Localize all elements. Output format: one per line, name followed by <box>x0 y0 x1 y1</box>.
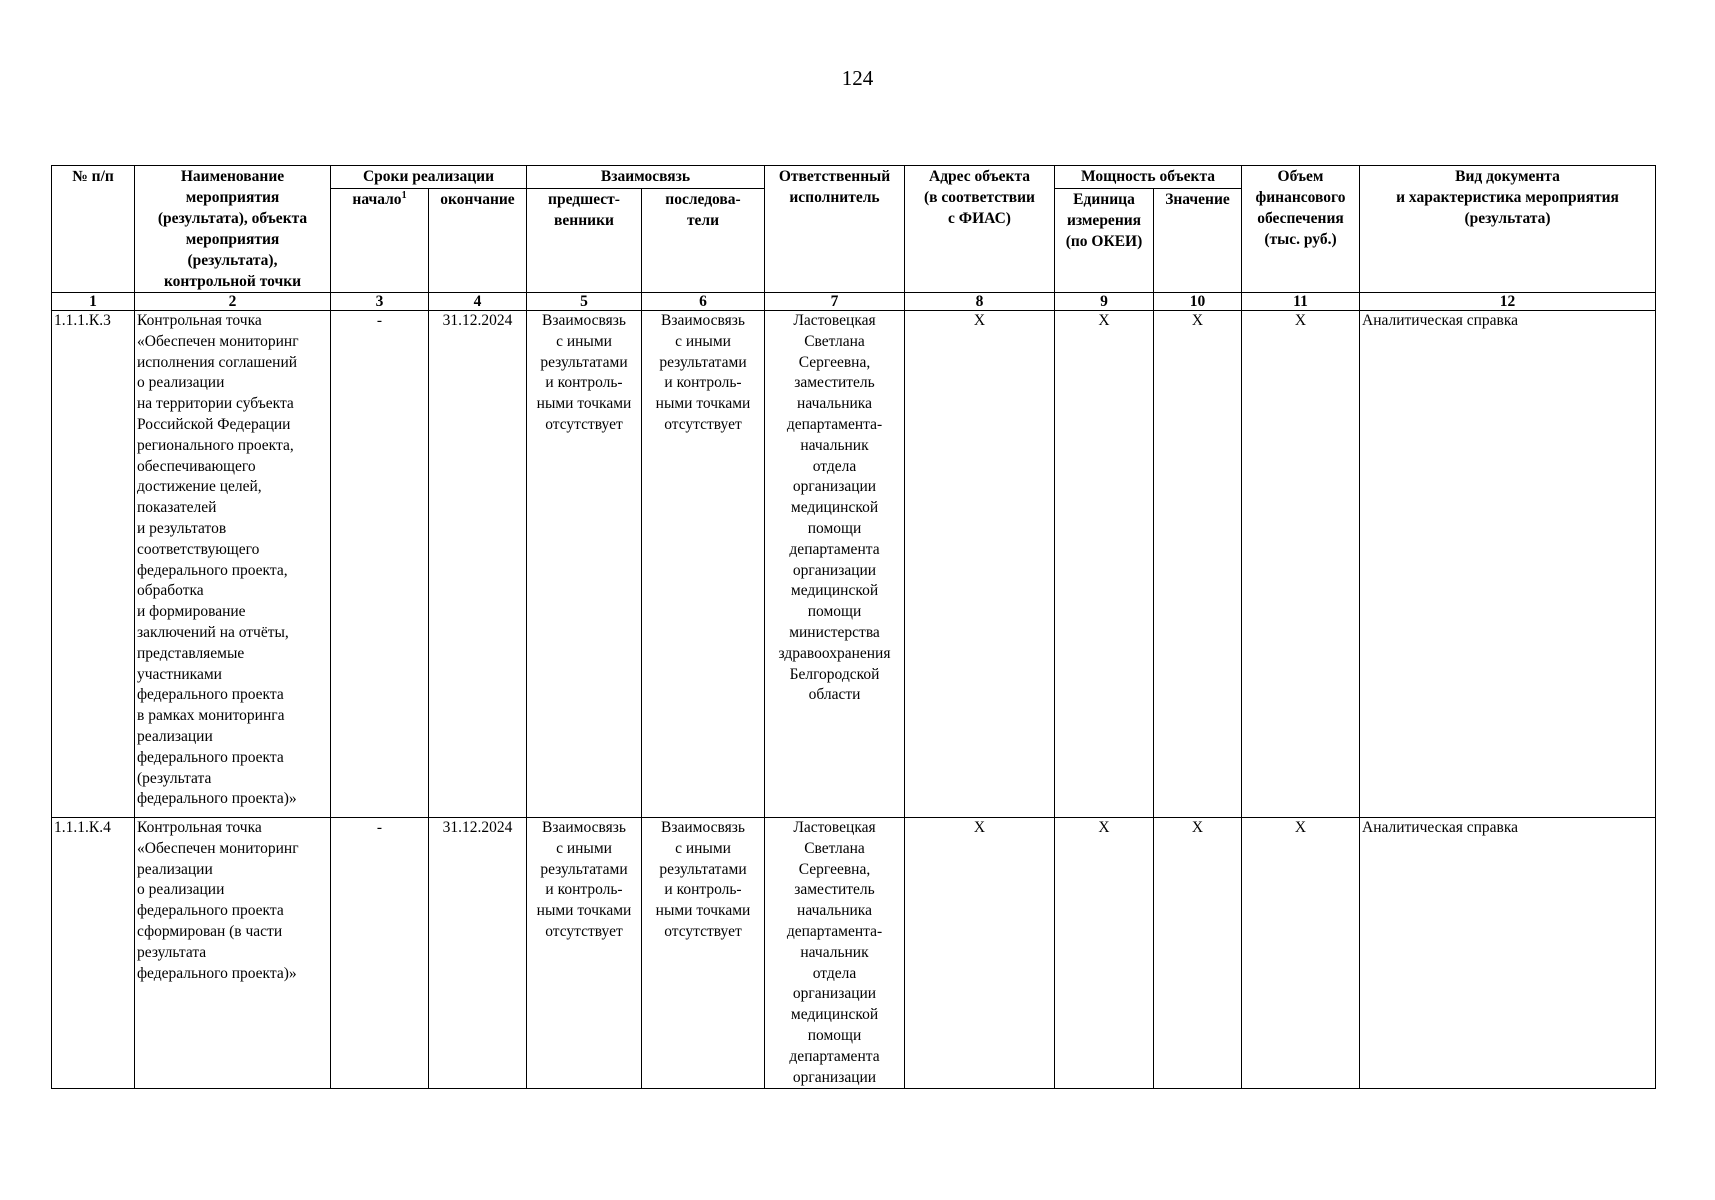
page-number: 124 <box>841 66 874 90</box>
header-responsible: Ответственный исполнитель <box>765 166 905 293</box>
header-finance: Объем финансового обеспечения (тыс. руб.) <box>1242 166 1360 293</box>
row-responsible: Ластовецкая Светлана Сергеевна, заместитель начальника департамента- начальник отдела организации медицинской помощи департамента организации <box>765 818 905 1089</box>
header-successors: последова- тели <box>642 188 765 292</box>
row-document: Аналитическая справка <box>1360 311 1656 818</box>
row-finance: Х <box>1242 311 1360 818</box>
row-value: Х <box>1154 311 1242 818</box>
row-unit: Х <box>1055 818 1154 1089</box>
column-number: 11 <box>1242 293 1360 311</box>
column-number: 12 <box>1360 293 1656 311</box>
row-successors: Взаимосвязь с иными результатами и контроль- ными точками отсутствует <box>642 311 765 818</box>
footnote-mark: 1 <box>401 189 407 201</box>
column-number: 1 <box>52 293 135 311</box>
header-end: окончание <box>429 188 527 292</box>
table-row <box>52 818 1656 1089</box>
row-end: 31.12.2024 <box>429 311 527 818</box>
column-number: 10 <box>1154 293 1242 311</box>
header-capacity: Мощность объекта <box>1055 166 1242 189</box>
header-predecessors: предшест- венники <box>527 188 642 292</box>
header-name: Наименование мероприятия (результата), объекта мероприятия (результата), контрольной точки <box>135 166 331 293</box>
column-number: 4 <box>429 293 527 311</box>
header-address: Адрес объекта (в соответствии с ФИАС) <box>905 166 1055 293</box>
row-address: Х <box>905 311 1055 818</box>
header-terms: Сроки реализации <box>331 166 527 189</box>
header-unit: Единица измерения (по ОКЕИ) <box>1055 188 1154 292</box>
column-number: 3 <box>331 293 429 311</box>
row-document: Аналитическая справка <box>1360 818 1656 1089</box>
column-number: 6 <box>642 293 765 311</box>
row-unit: Х <box>1055 311 1154 818</box>
row-successors: Взаимосвязь с иными результатами и контроль- ными точками отсутствует <box>642 818 765 1089</box>
row-number: 1.1.1.К.4 <box>52 818 135 1089</box>
row-name: Контрольная точка «Обеспечен мониторинг исполнения соглашений о реализации на территории субъекта Российской Федерации регионального проекта, обеспечивающего достижение целей, показателей и результатов соответствующего федерального проекта, обработка и формирование заключений на отчёты, представляемые участниками федерального проекта в рамках мониторинга реализации федерального проекта (результата федерального проекта)» <box>135 311 331 818</box>
column-number: 5 <box>527 293 642 311</box>
row-responsible: Ластовецкая Светлана Сергеевна, заместитель начальника департамента- начальник отдела организации медицинской помощи департамента организации медицинской помощи министерства здравоохранения Белгородской области <box>765 311 905 818</box>
table-row <box>52 311 1656 818</box>
header-row-1 <box>52 166 1656 189</box>
column-number-row <box>52 293 1656 311</box>
row-value: Х <box>1154 818 1242 1089</box>
row-end: 31.12.2024 <box>429 818 527 1089</box>
header-start: начало$^1$ <box>331 188 429 292</box>
header-value: Значение <box>1154 188 1242 292</box>
column-number: 2 <box>135 293 331 311</box>
column-number: 9 <box>1055 293 1154 311</box>
row-number: 1.1.1.К.3 <box>52 311 135 818</box>
row-start: - <box>331 818 429 1089</box>
column-number: 8 <box>905 293 1055 311</box>
header-link: Взаимосвязь <box>527 166 765 189</box>
row-predecessors: Взаимосвязь с иными результатами и контроль- ными точками отсутствует <box>527 311 642 818</box>
column-number: 7 <box>765 293 905 311</box>
header-num: № п/п <box>52 166 135 293</box>
row-address: Х <box>905 818 1055 1089</box>
row-name: Контрольная точка «Обеспечен мониторинг реализации о реализации федерального проекта сформирован (в части результата федерального проекта)» <box>135 818 331 1089</box>
row-predecessors: Взаимосвязь с иными результатами и контроль- ными точками отсутствует <box>527 818 642 1089</box>
row-finance: Х <box>1242 818 1360 1089</box>
row-start: - <box>331 311 429 818</box>
plan-table <box>51 165 1656 1089</box>
header-document: Вид документа и характеристика мероприятия (результата) <box>1360 166 1656 293</box>
